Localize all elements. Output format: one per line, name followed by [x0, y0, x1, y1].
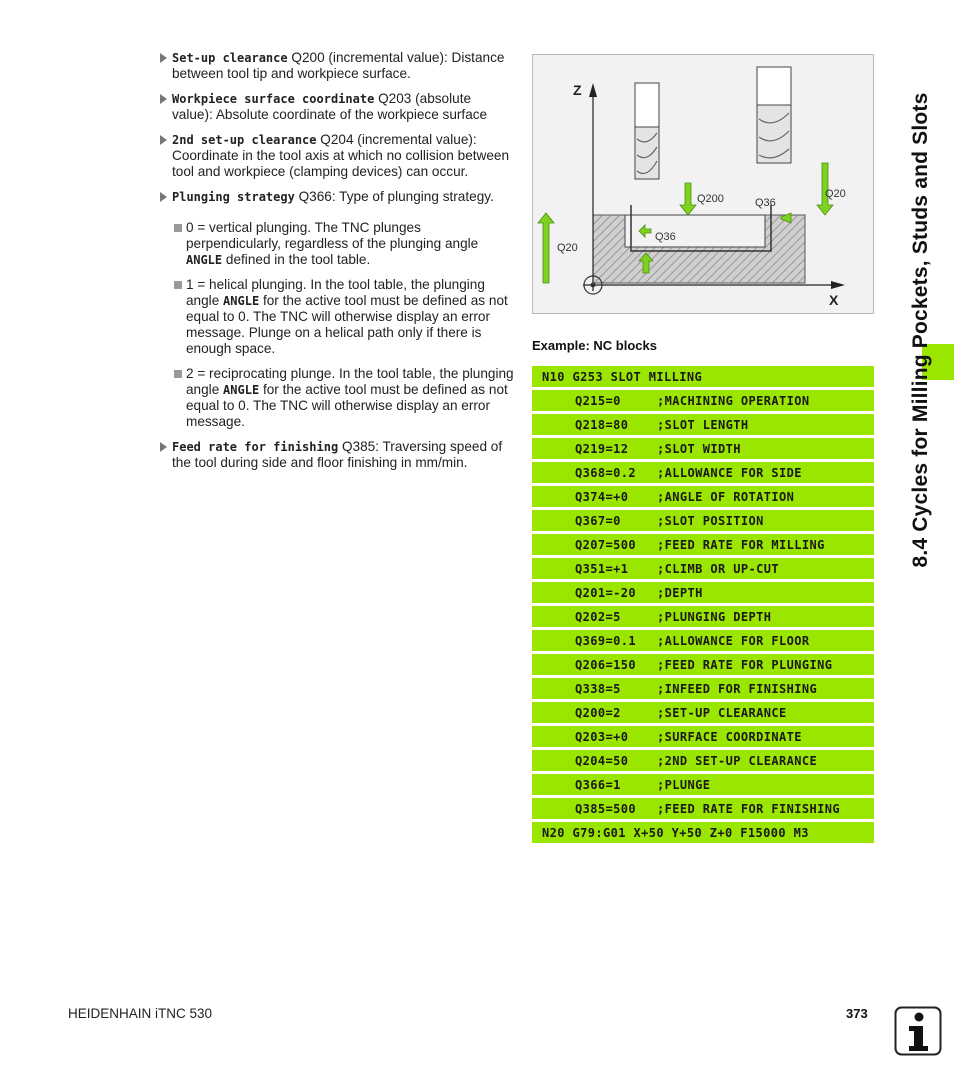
nc-param: Q351=+1 — [575, 561, 629, 576]
info-icon — [894, 1006, 942, 1056]
chapter-title — [896, 40, 946, 620]
plunge-option-0 — [158, 220, 514, 268]
nc-param: Q374=+0 — [575, 489, 629, 504]
nc-param: Q200=2 — [575, 705, 621, 720]
nc-param: Q369=0.1 — [575, 633, 636, 648]
parameter-descriptions — [158, 50, 514, 480]
nc-comment: ;ANGLE OF ROTATION — [657, 489, 795, 504]
param-feed-rate-finishing — [158, 439, 514, 471]
q20-right-label: Q20 — [825, 188, 846, 200]
nc-code: N20 G79:G01 X+50 Y+50 Z+0 F15000 M3 — [542, 825, 809, 840]
q36-inner-label: Q36 — [655, 231, 676, 243]
nc-row-last — [532, 822, 874, 843]
nc-row — [532, 630, 874, 651]
bullet-triangle-icon — [160, 192, 167, 202]
nc-comment: ;DEPTH — [657, 585, 703, 600]
nc-row — [532, 462, 874, 483]
nc-param: Q338=5 — [575, 681, 621, 696]
axis-z-label: Z — [573, 82, 582, 98]
param-plunging-strategy — [158, 189, 514, 205]
nc-row — [532, 750, 874, 771]
plunge-option-1 — [158, 277, 514, 357]
param-text: Q385: Traversing speed of the tool during side and floor finishing in mm/min. — [172, 439, 503, 470]
nc-row — [532, 558, 874, 579]
nc-param: Q202=5 — [575, 609, 621, 624]
param-text: Q200 (incremental value): Distance between tool tip and workpiece surface. — [172, 50, 505, 81]
bullet-triangle-icon — [160, 94, 167, 104]
param-2nd-setup-clearance — [158, 132, 514, 180]
q20-left-label: Q20 — [557, 242, 578, 254]
diagram-svg — [533, 55, 875, 315]
nc-row — [532, 702, 874, 723]
param-keyword: Set-up clearance — [172, 51, 288, 65]
q36-top-label: Q36 — [755, 197, 776, 209]
option-text-after: for the active tool must be defined as not equal to 0. The TNC will otherwise display an error message. — [186, 382, 508, 429]
param-keyword: 2nd set-up clearance — [172, 133, 317, 147]
nc-comment: ;ALLOWANCE FOR SIDE — [657, 465, 802, 480]
nc-param: Q206=150 — [575, 657, 636, 672]
axis-x-label: X — [829, 292, 839, 308]
nc-row — [532, 390, 874, 411]
nc-row — [532, 654, 874, 675]
nc-param: Q366=1 — [575, 777, 621, 792]
nc-param: Q385=500 — [575, 801, 636, 816]
option-text-before: 1 = helical plunging. In the tool table, the plunging angle — [186, 277, 485, 308]
option-keyword: ANGLE — [223, 294, 260, 308]
origin-center — [591, 283, 596, 288]
z-axis-arrow-icon — [589, 83, 597, 97]
nc-comment: ;SLOT POSITION — [657, 513, 764, 528]
nc-row — [532, 414, 874, 435]
nc-code: N10 G253 SLOT MILLING — [542, 369, 703, 384]
nc-row — [532, 774, 874, 795]
bullet-triangle-icon — [160, 135, 167, 145]
tool-right-shank — [757, 67, 791, 105]
nc-block-list — [532, 366, 874, 846]
option-keyword: ANGLE — [223, 383, 260, 397]
param-text: Q203 (absolute value): Absolute coordinate of the workpiece surface — [172, 91, 488, 122]
x-axis-arrow-icon — [831, 281, 845, 289]
param-text: Q366: Type of plunging strategy. — [294, 189, 494, 204]
nc-row-first — [532, 366, 874, 387]
nc-comment: ;ALLOWANCE FOR FLOOR — [657, 633, 810, 648]
nc-param: Q207=500 — [575, 537, 636, 552]
bullet-square-icon — [174, 370, 182, 378]
param-keyword: Plunging strategy — [172, 190, 295, 204]
param-keyword: Workpiece surface coordinate — [172, 92, 375, 106]
option-keyword: ANGLE — [186, 253, 223, 267]
chapter-title-text: 8.4 Cycles for Milling Pockets, Studs and Slots — [909, 92, 932, 568]
nc-comment: ;2ND SET-UP CLEARANCE — [657, 753, 818, 768]
nc-comment: ;FEED RATE FOR FINISHING — [657, 801, 840, 816]
nc-comment: ;SET-UP CLEARANCE — [657, 705, 787, 720]
bullet-square-icon — [174, 281, 182, 289]
slot-milling-diagram — [532, 54, 874, 314]
nc-comment: ;INFEED FOR FINISHING — [657, 681, 818, 696]
footer-product: HEIDENHAIN iTNC 530 — [68, 1006, 213, 1021]
nc-row — [532, 486, 874, 507]
param-workpiece-surface — [158, 91, 514, 123]
nc-param: Q203=+0 — [575, 729, 629, 744]
nc-comment: ;SLOT LENGTH — [657, 417, 749, 432]
nc-comment: ;PLUNGE — [657, 777, 711, 792]
nc-comment: ;SURFACE COORDINATE — [657, 729, 802, 744]
nc-comment: ;MACHINING OPERATION — [657, 393, 810, 408]
nc-comment: ;FEED RATE FOR MILLING — [657, 537, 825, 552]
param-setup-clearance — [158, 50, 514, 82]
param-text: Q204 (incremental value): Coordinate in the tool axis at which no collision between tool and workpiece (clamping devices) can occur. — [172, 132, 510, 179]
nc-param: Q367=0 — [575, 513, 621, 528]
nc-row — [532, 438, 874, 459]
nc-comment: ;CLIMB OR UP-CUT — [657, 561, 779, 576]
nc-param: Q368=0.2 — [575, 465, 636, 480]
bullet-triangle-icon — [160, 442, 167, 452]
nc-row — [532, 534, 874, 555]
nc-row — [532, 678, 874, 699]
nc-param: Q204=50 — [575, 753, 629, 768]
bullet-square-icon — [174, 224, 182, 232]
nc-row — [532, 582, 874, 603]
option-text-after: defined in the tool table. — [222, 252, 371, 267]
nc-row — [532, 510, 874, 531]
nc-comment: ;PLUNGING DEPTH — [657, 609, 772, 624]
option-text-before: 0 = vertical plunging. The TNC plunges perpendicularly, regardless of the plunging angle — [186, 220, 479, 251]
q20-left-arrow-icon — [538, 213, 554, 283]
option-text-before: 2 = reciprocating plunge. In the tool table, the plunging angle — [186, 366, 514, 397]
nc-comment: ;FEED RATE FOR PLUNGING — [657, 657, 833, 672]
nc-row — [532, 726, 874, 747]
param-keyword: Feed rate for finishing — [172, 440, 339, 454]
nc-row — [532, 606, 874, 627]
nc-param: Q201=-20 — [575, 585, 636, 600]
nc-param: Q219=12 — [575, 441, 629, 456]
nc-row — [532, 798, 874, 819]
nc-param: Q215=0 — [575, 393, 621, 408]
bullet-triangle-icon — [160, 53, 167, 63]
q200-arrow-icon — [680, 183, 696, 215]
plunge-option-2 — [158, 366, 514, 430]
nc-param: Q218=80 — [575, 417, 629, 432]
q200-label: Q200 — [697, 193, 724, 205]
tool-left-shank — [635, 83, 659, 127]
nc-comment: ;SLOT WIDTH — [657, 441, 741, 456]
option-text-after: for the active tool must be defined as not equal to 0. The TNC will otherwise display an error message. Plunge on a helical path only if there is enough space. — [186, 293, 508, 356]
page-number: 373 — [846, 1006, 868, 1021]
example-heading: Example: NC blocks — [532, 338, 657, 353]
